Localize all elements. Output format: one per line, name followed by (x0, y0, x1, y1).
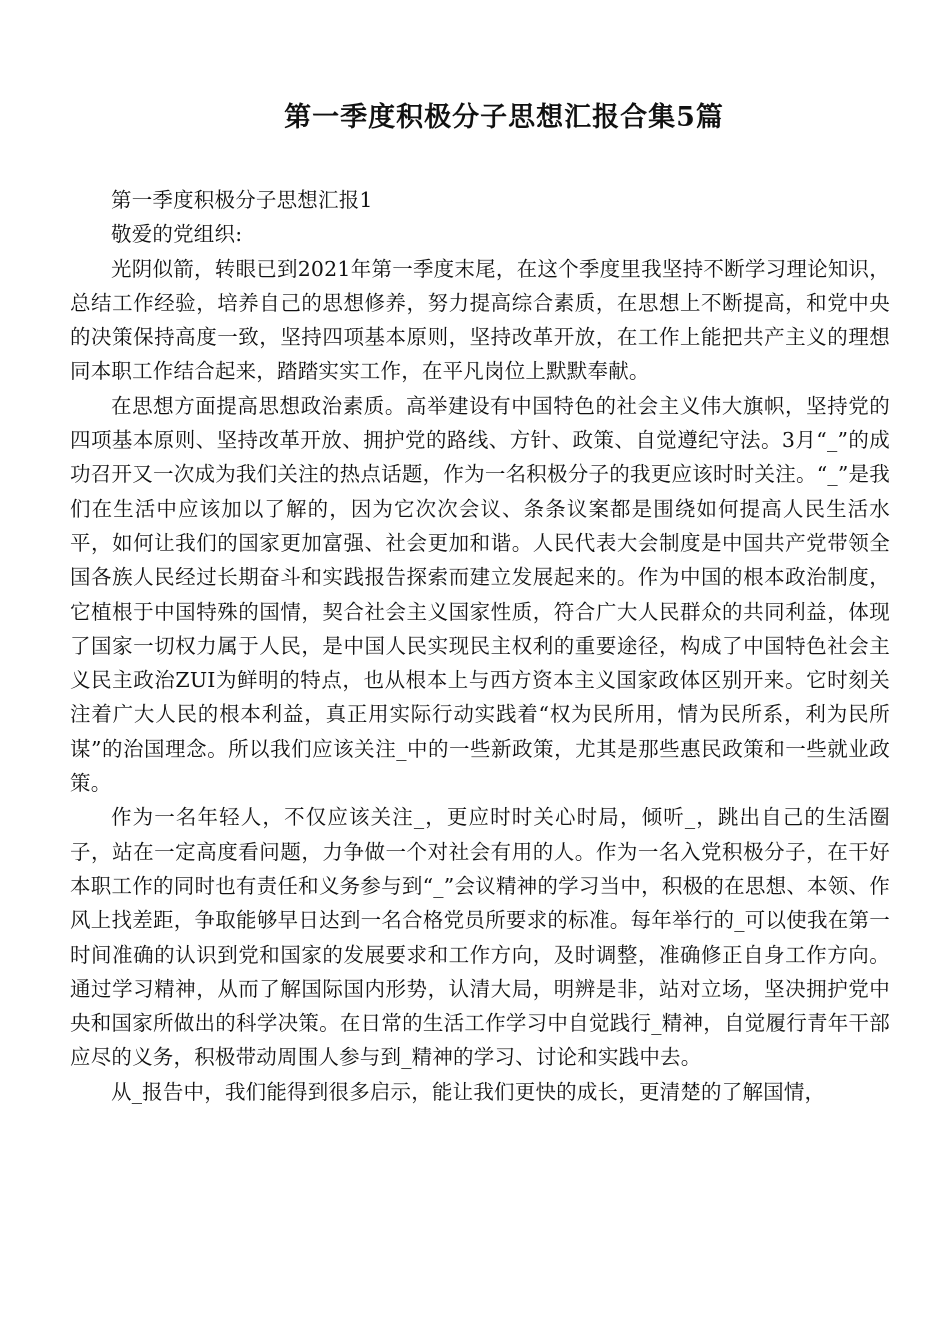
report-subtitle: 第一季度积极分子思想汇报1 (111, 188, 373, 212)
paragraph: 作为一名年轻人，不仅应该关注_，更应时时关心时局，倾听_，跳出自己的生活圈子，站在一定高度看问题，力争做一个对社会有用的人。作为一名入党积极分子，在干好本职工作的同时也有责任和义务参与到“_”会议精神的学习当中，积极的在思想、本领、作风上找差距，争取能够早日达到一名合格党员所要求的标准。每年举行的_可以使我在第一时间准确的认识到党和国家的发展要求和工作方向，及时调整，准确修正自身工作方向。通过学习精神，从而了解国际国内形势，认清大局，明辨是非，站对立场，坚决拥护党中央和国家所做出的科学决策。在日常的生活工作学习中自觉践行_精神，自觉履行青年干部应尽的义务，积极带动周围人参与到_精神的学习、讨论和实践中去。 (70, 805, 890, 1070)
paragraph: 从_报告中，我们能得到很多启示，能让我们更快的成长，更清楚的了解国情， (111, 1079, 826, 1104)
document-title: 第一季度积极分子思想汇报合集5篇 (284, 102, 724, 133)
paragraph: 在思想方面提高思想政治素质。高举建设有中国特色的社会主义伟大旗帜，坚持党的四项基本原则、坚持改革开放、拥护党的路线、方针、政策、自觉遵纪守法。3月“_”的成功召开又一次成为我们关注的热点话题，作为一名积极分子的我更应该时时关注。“_”是我们在生活中应该加以了解的，因为它次次会议、条条议案都是围绕如何提高人民生活水平，如何让我们的国家更加富强、社会更加和谐。人民代表大会制度是中国共产党带领全国各族人民经过长期奋斗和实践报告探索而建立发展起来的。作为中国的根本政治制度，它植根于中国特殊的国情，契合社会主义国家性质，符合广大人民群众的共同利益，体现了国家一切权力属于人民，是中国人民实现民主权利的重要途径，构成了中国特色社会主义民主政治ZUI为鲜明的特点，也从根本上与西方资本主义国家政体区别开来。它时刻关注着广大人民的根本利益，真正用实际行动实践着“权为民所用，情为民所系，利为民所谋”的治国理念。所以我们应该关注_中的一些新政策，尤其是那些惠民政策和一些就业政策。 (70, 393, 890, 796)
paragraph: 光阴似箭，转眼已到2021年第一季度末尾，在这个季度里我坚持不断学习理论知识，总结工作经验，培养自己的思想修养，努力提高综合素质，在思想上不断提高，和党中央的决策保持高度一致，坚持四项基本原则，坚持改革开放，在工作上能把共产主义的理想同本职工作结合起来，踏踏实实工作，在平凡岗位上默默奉献。 (70, 256, 890, 384)
salutation: 敬爱的党组织: (111, 222, 243, 247)
document-body (70, 183, 890, 1109)
